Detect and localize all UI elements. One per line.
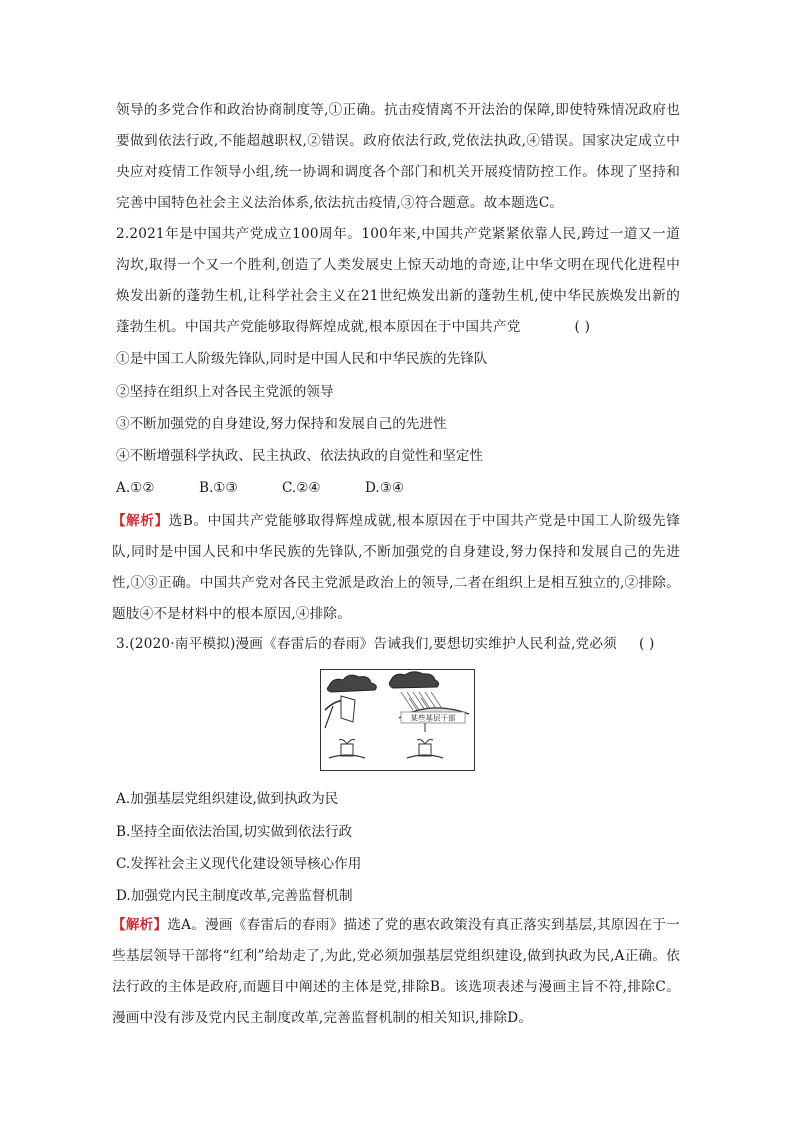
question-3-option-c: C.发挥社会主义现代化建设领导核心作用 <box>116 856 362 872</box>
question-2-stem-text: 2.2021年是中国共产党成立100周年。100年来,中国共产党紧紧依靠人民,跨过一道又一道沟坎,取得一个又一个胜利,创造了人类发展史上惊天动地的奇迹,让中华文明在现代化进程中焕发出新的蓬勃生机,让科学社会主义在21世纪焕发出新的蓬勃生机,使中华民族焕发出新的蓬勃生机。中国共产党能够取得辉煌成就,根本原因在于中国共产党 <box>116 226 680 335</box>
question-3-analysis-text: 选A。漫画《春雷后的春雨》描述了党的惠农政策没有真正落实到基层,其原因在于一些基层领导干部将“红利”给劫走了,为此,党必须加强基层党组织建设,做到执政为民,A正确。依法行政的主体是政府,而题目中阐述的主体是党,排除B。该选项表述与漫画主旨不符,排除C。漫画中没有涉及党内民主制度改革,完善监督机制的相关知识,排除D。 <box>112 917 680 1026</box>
question-2-options <box>116 478 686 498</box>
question-2-option-b: B.①③ <box>199 480 238 496</box>
question-2-item-1: ①是中国工人阶级先锋队,同时是中国人民和中华民族的先锋队 <box>116 351 488 367</box>
question-2-option-d: D.③④ <box>365 480 405 496</box>
answer-continuation-paragraph: 领导的多党合作和政治协商制度等,①正确。抗击疫情离不开法治的保障,即使特殊情况政府也要做到依法行政,不能超越职权,②错误。政府依法行政,党依法执政,④错误。国家决定成立中央应对疫情工作领导小组,统一协调和调度各个部门和机关开展疫情防控工作。体现了坚持和完善中国特色社会主义法治体系,依法抗击疫情,③符合题意。故本题选C。 <box>116 102 680 211</box>
question-2-option-a: A.①② <box>116 480 155 496</box>
question-2-blank: ( ) <box>574 319 591 335</box>
question-2-item-3: ③不断加强党的自身建设,努力保持和发展自己的先进性 <box>116 416 447 432</box>
question-2-stem <box>116 219 680 343</box>
question-2-analysis-text: 选B。中国共产党能够取得辉煌成就,根本原因在于中国共产党是中国工人阶级先锋队,同时是中国人民和中华民族的先锋队,不断加强党的自身建设,努力保持和发展自己的先进性,①③正确。中国共产党对各民主党派是政治上的领导,二者在组织上是相互独立的,②排除。题肢④不是材料中的根本原因,④排除。 <box>112 513 680 622</box>
question-2-item-2: ②坚持在组织上对各民主党派的领导 <box>116 384 334 400</box>
question-3-option-a: A.加强基层党组织建设,做到执政为民 <box>116 791 339 807</box>
question-3-option-b: B.坚持全面依法治国,切实做到依法行政 <box>116 824 353 840</box>
analysis-tag: 【解析】 <box>112 917 168 933</box>
question-3-blank: ( ) <box>638 636 655 652</box>
question-2-option-c: C.②④ <box>282 480 321 496</box>
question-3-stem <box>116 629 680 660</box>
question-2-item-4: ④不断增强科学执政、民主执政、依法执政的自觉性和坚定性 <box>116 448 484 464</box>
question-3-option-d: D.加强党内民主制度改革,完善监督机制 <box>116 888 353 904</box>
question-3-stem-text: 3.(2020·南平模拟)漫画《春雷后的春雨》告诫我们,要想切实维护人民利益,党必须 <box>116 636 617 652</box>
analysis-tag: 【解析】 <box>112 513 169 529</box>
cartoon-spring-rain <box>320 669 475 771</box>
question-2-analysis <box>112 506 680 630</box>
question-3-analysis <box>112 910 680 1034</box>
cartoon-label: 某些基层干部 <box>410 713 456 723</box>
